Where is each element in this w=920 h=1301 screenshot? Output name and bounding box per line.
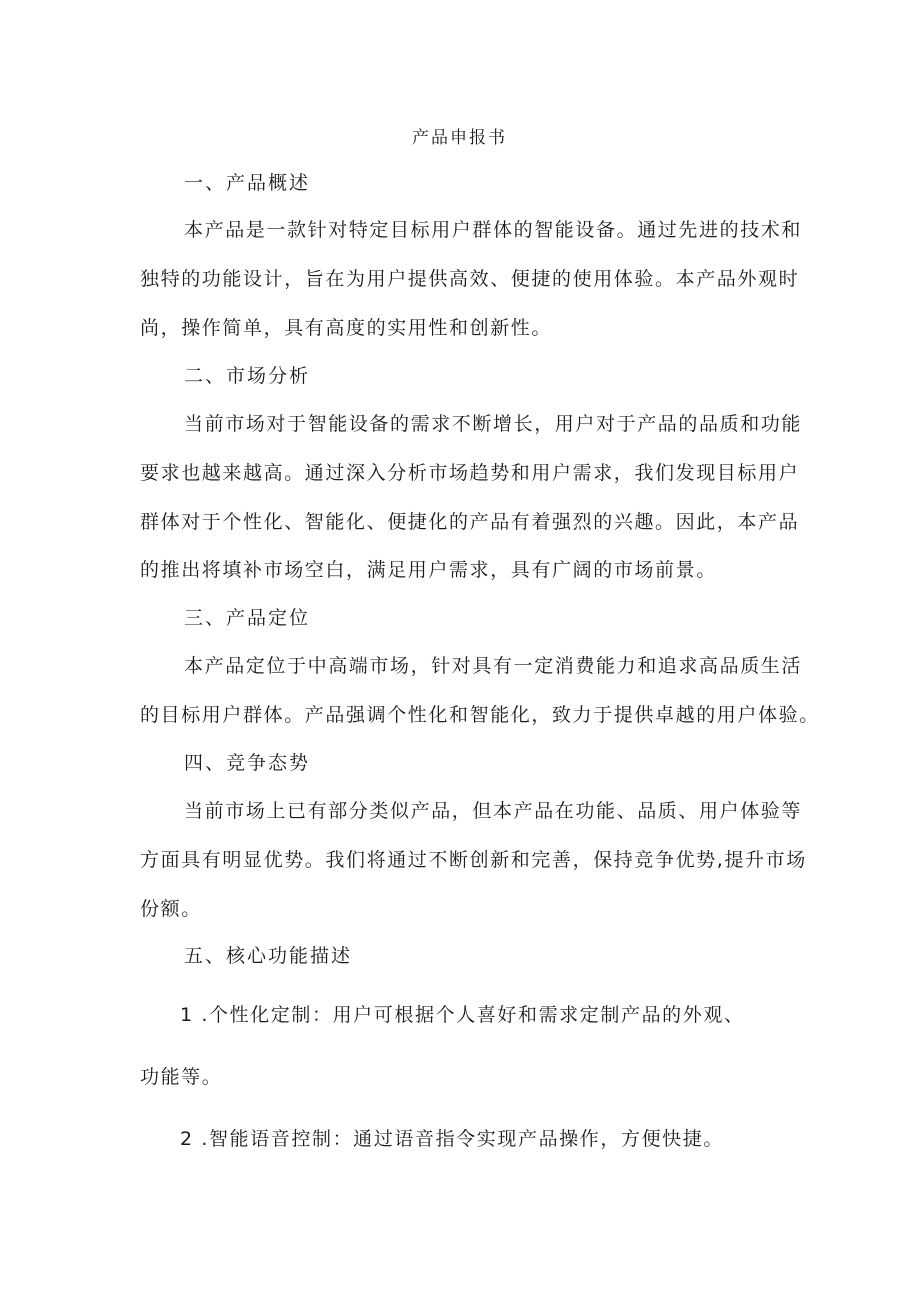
section-heading: 一、产品概述 [184,172,311,194]
document-title: 产品申报书 [412,128,507,148]
section-heading: 五、核心功能描述 [184,945,353,967]
list-item-line: 2 .智能语音控制：通过语音指令实现产品操作，方便快捷。 [180,1128,724,1150]
list-item-line: 1 .个性化定制：用户可根据个人喜好和需求定制产品的外观、 [180,1004,745,1026]
paragraph-line: 尚，操作简单，具有高度的实用性和创新性。 [140,317,553,339]
paragraph-line: 独特的功能设计，旨在为用户提供高效、便捷的使用体验。本产品外观时 [140,268,800,290]
paragraph-line: 的推出将填补市场空白，满足用户需求，具有广阔的市场前景。 [140,559,717,581]
paragraph-line: 要求也越来越高。通过深入分析市场趋势和用户需求，我们发现目标用户 [140,462,800,484]
paragraph-line: 份额。 [140,898,202,920]
paragraph-line: 方面具有明显优势。我们将通过不断创新和完善，保持竞争优势,提升市场 [140,849,807,871]
paragraph-line: 当前市场上已有部分类似产品，但本产品在功能、品质、用户体验等 [184,800,803,822]
section-heading: 三、产品定位 [184,607,311,629]
paragraph-line: 群体对于个性化、智能化、便捷化的产品有着强烈的兴趣。因此，本产品 [140,511,800,533]
paragraph-line: 的目标用户群体。产品强调个性化和智能化，致力于提供卓越的用户体验。 [140,704,820,726]
paragraph-line: 当前市场对于智能设备的需求不断增长，用户对于产品的品质和功能 [184,413,803,435]
section-heading: 四、竞争态势 [184,752,311,774]
paragraph-line: 本产品是一款针对特定目标用户群体的智能设备。通过先进的技术和 [184,219,803,241]
section-heading: 二、市场分析 [184,365,311,387]
list-item-line: 功能等。 [140,1066,223,1088]
paragraph-line: 本产品定位于中高端市场，针对具有一定消费能力和追求高品质生活 [184,655,803,677]
